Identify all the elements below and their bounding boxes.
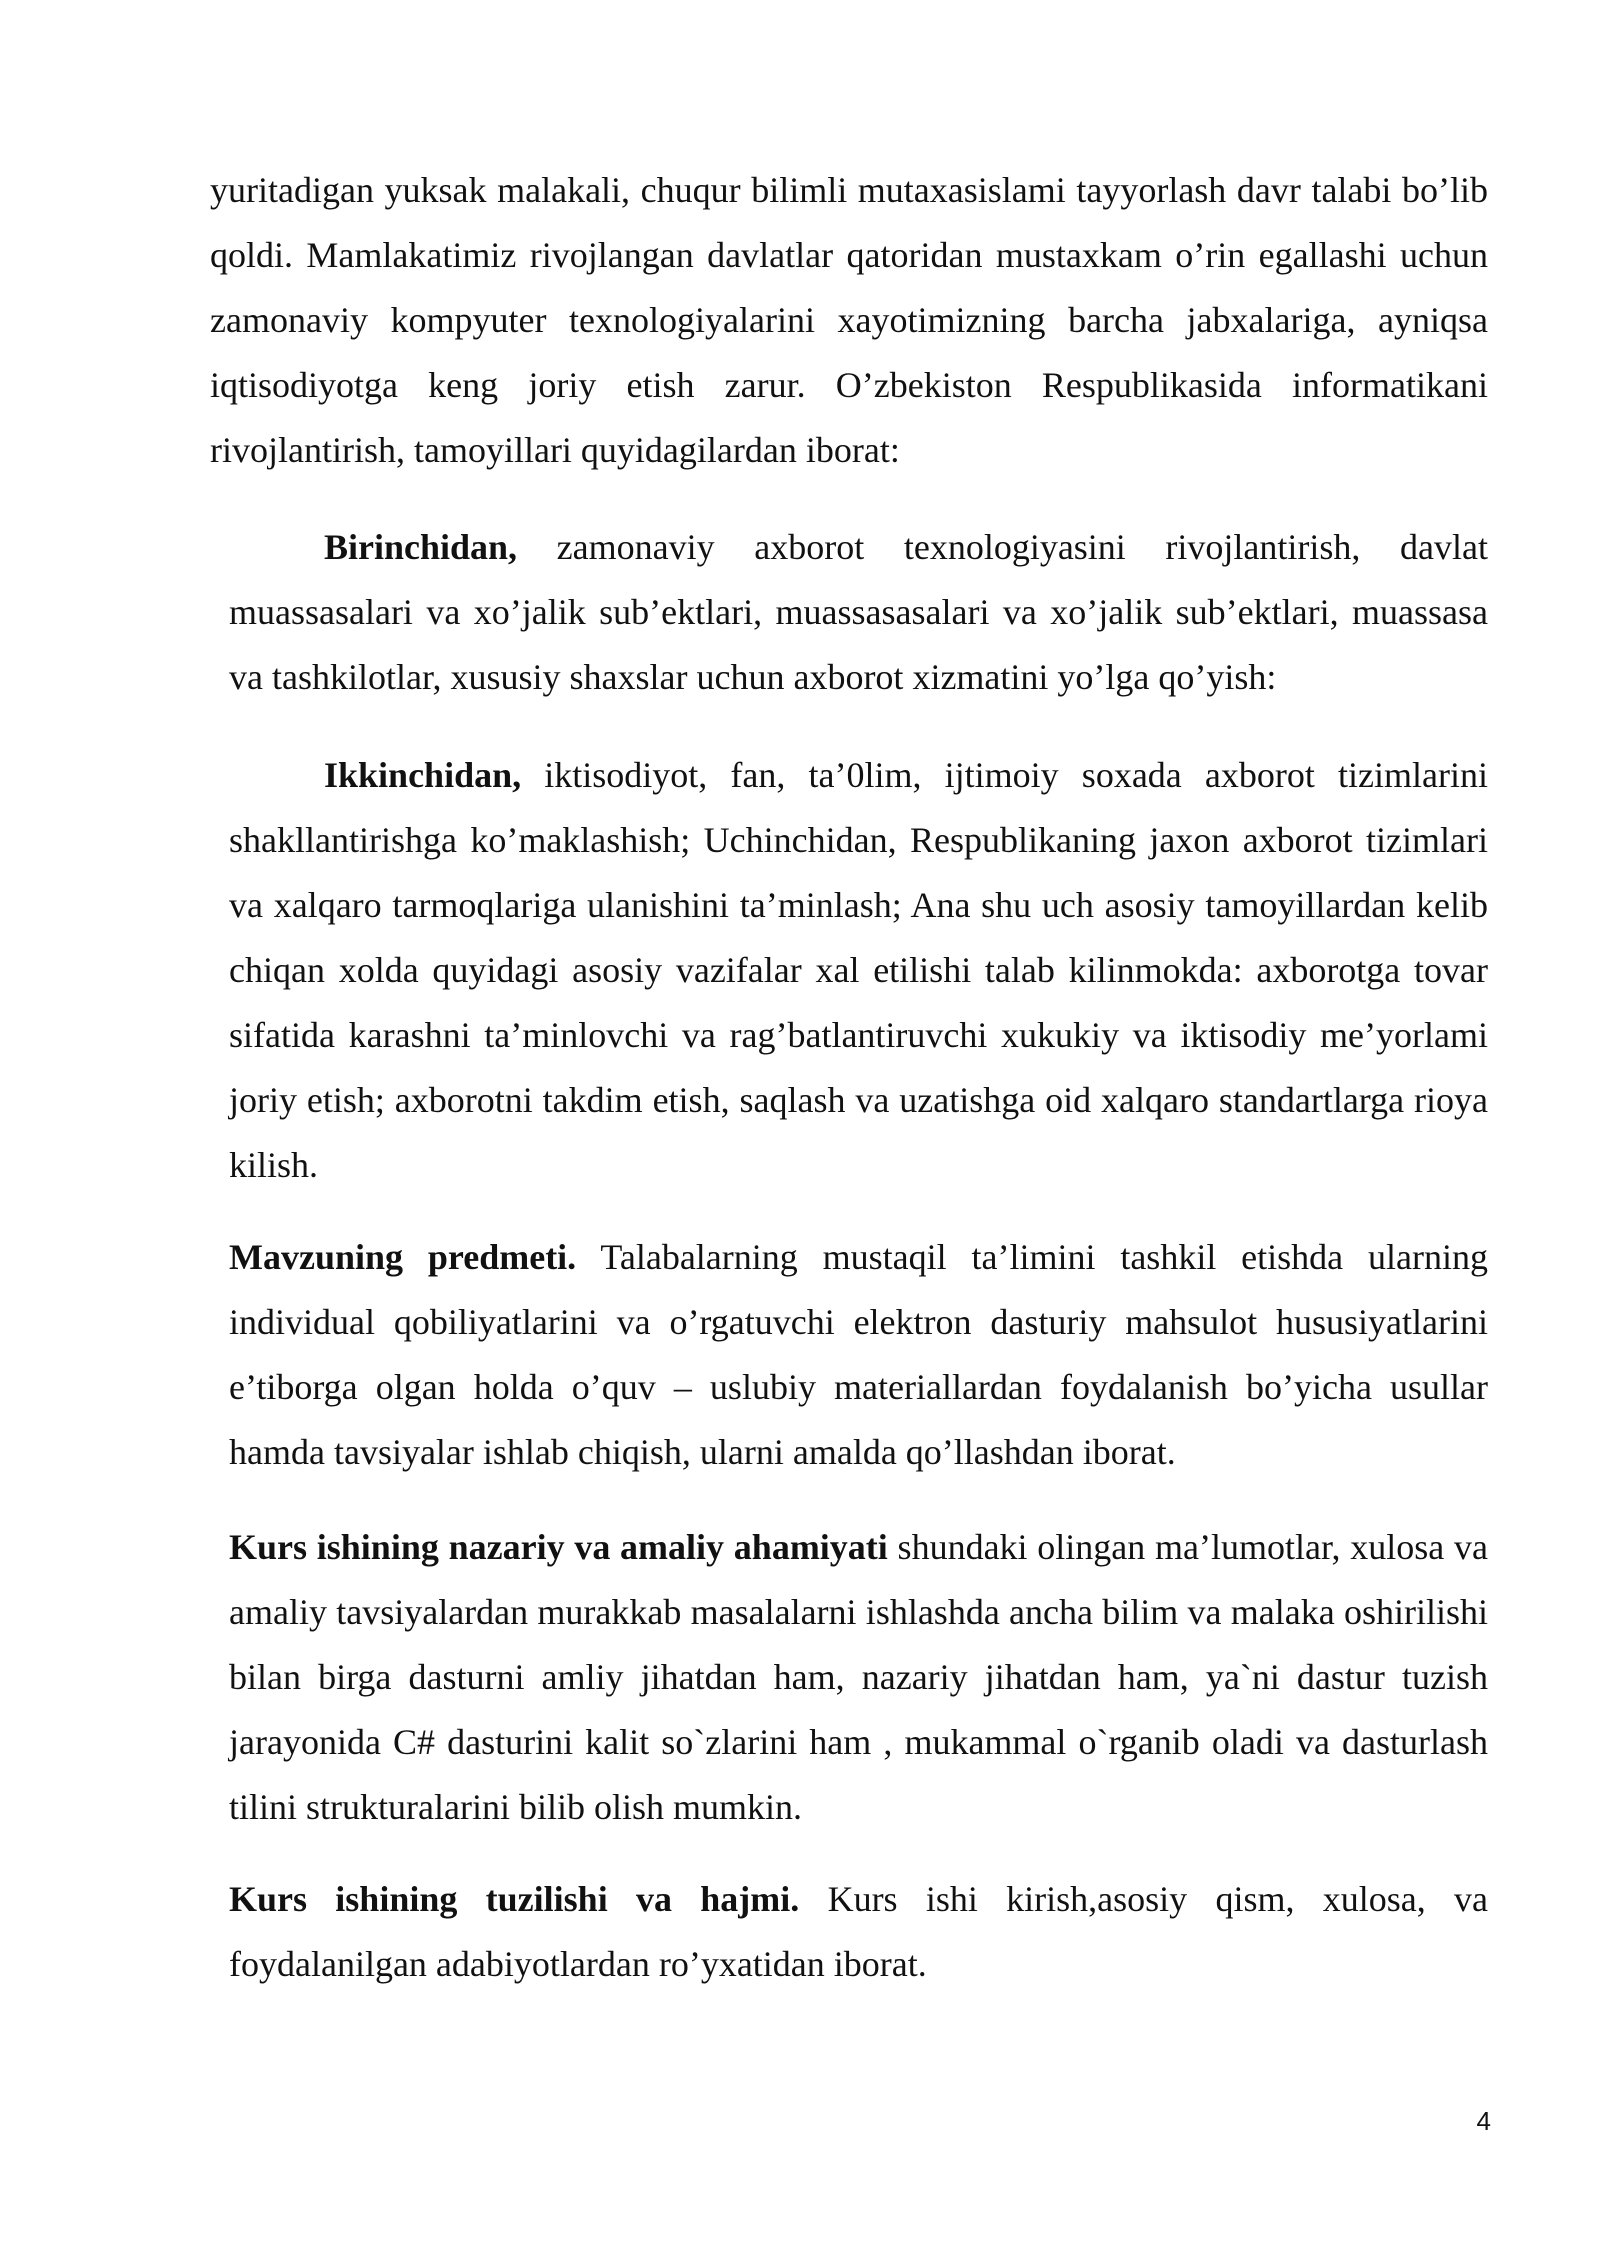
intro-text: yuritadigan yuksak malakali, chuqur bilimli mutaxasislami tayyorlash davr talabi bo’lib qoldi. Mamlakatimiz rivojlangan davlatlar qatoridan mustaxkam o’rin egallashi uchun zamonaviy kompyuter texnologiyalarini xayotimizning barcha jabxalariga, ayniqsa iqtisodiyotga keng joriy etish zarur. O’zbekiston Respublikasida informatikani rivojlantirish, tamoyillari quyidagilardan iborat: — [210, 170, 1488, 470]
significance-heading: Kurs ishining nazariy va amaliy ahamiyati — [229, 1527, 888, 1567]
significance-paragraph — [229, 1515, 1488, 1840]
first-principle-text: zamonaviy axborot texnologiyasini rivojlantirish, davlat muassasalari va xo’jalik sub’ektlari, muassasasalari va xo’jalik sub’ektlari, muassasa va tashkilotlar, xususiy shaxslar uchun axborot xizmatini yo’lga qo’yish: — [229, 527, 1488, 697]
first-principle-paragraph — [229, 515, 1488, 710]
intro-paragraph — [210, 158, 1488, 483]
subject-heading: Mavzuning predmeti. — [229, 1237, 577, 1277]
significance-text: shundaki olingan ma’lumotlar, xulosa va amaliy tavsiyalardan murakkab masalalarni ishlashda ancha bilim va malaka oshirilishi bilan birga dasturni amliy jihatdan ham, nazariy jihatdan ham, ya`ni dastur tuzish jarayonida C# dasturini kalit so`zlarini ham , mukammal o`rganib oladi va dasturlash tilini strukturalarini bilib olish mumkin. — [229, 1527, 1488, 1827]
second-principle-paragraph — [229, 743, 1488, 1198]
structure-paragraph — [229, 1867, 1488, 1997]
second-principle-heading: Ikkinchidan, — [324, 755, 522, 795]
structure-text: Kurs ishi kirish,asosiy qism, xulosa, va foydalanilgan adabiyotlardan ro’yxatidan iborat. — [229, 1879, 1489, 1984]
second-principle-text: iktisodiyot, fan, ta’0lim, ijtimoiy soxada axborot tizimlarini shakllantirishga ko’maklashish; Uchinchidan, Respublikaning jaxon axborot tizimlari va xalqaro tarmoqlariga ulanishini ta’minlash; Ana shu uch asosiy tamoyillardan kelib chiqan xolda quyidagi asosiy vazifalar xal etilishi talab kilinmokda: axborotga tovar sifatida karashni ta’minlovchi va rag’batlantiruvchi xukukiy va iktisodiy me’yorlami joriy etish; axborotni takdim etish, saqlash va uzatishga oid xalqaro standartlarga rioya kilish. — [229, 755, 1488, 1185]
subject-text: Talabalarning mustaqil ta’limini tashkil etishda ularning individual qobiliyatlarini va o’rgatuvchi elektron dasturiy mahsulot hususiyatlarini e’tiborga olgan holda o’quv – uslubiy materiallardan foydalanish bo’yicha usullar hamda tavsiyalar ishlab chiqish, ularni amalda qo’llashdan iborat. — [229, 1237, 1488, 1472]
page-number: 4 — [1476, 2106, 1491, 2136]
structure-heading: Kurs ishining tuzilishi va hajmi. — [229, 1879, 800, 1919]
first-principle-heading: Birinchidan, — [324, 527, 518, 567]
subject-paragraph — [229, 1225, 1488, 1485]
